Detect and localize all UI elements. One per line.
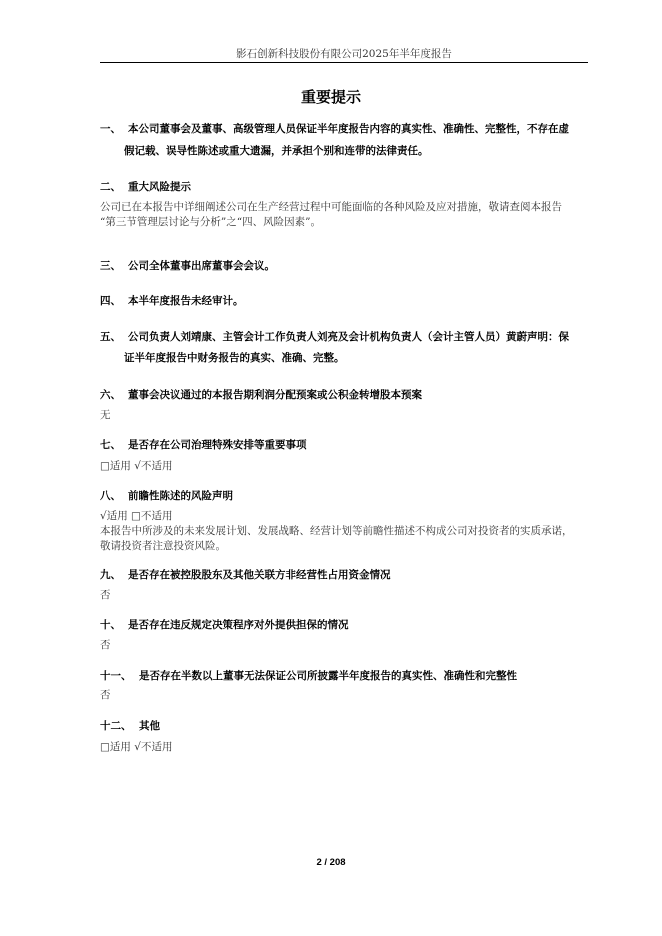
section-6-heading <box>100 387 590 403</box>
section-text: 是否存在被控股股东及其他关联方非经营性占用资金情况 <box>128 569 391 581</box>
page-title: 重要提示 <box>300 88 361 106</box>
section-12-heading <box>100 718 590 734</box>
section-1-heading <box>100 121 590 137</box>
section-10-body: 否 <box>100 639 111 651</box>
section-number: 十二、 <box>100 720 132 732</box>
section-number: 六、 <box>100 389 121 401</box>
section-text: 公司负责人刘靖康、主管会计工作负责人刘亮及会计机构负责人（会计主管人员）黄蔚声明：保 <box>128 331 569 343</box>
section-8-body-line: 敬请投资者注意投资风险。 <box>100 540 226 552</box>
section-text: 本半年度报告未经审计。 <box>128 295 244 307</box>
section-number: 二、 <box>100 181 121 193</box>
section-1-heading-cont: 假记载、误导性陈述或重大遗漏，并承担个别和连带的法律责任。 <box>124 145 429 157</box>
section-number: 九、 <box>100 569 121 581</box>
section-11-heading <box>100 668 590 684</box>
section-7-applicability: □适用 √不适用 <box>100 460 173 472</box>
section-8-body-line: 本报告中所涉及的未来发展计划、发展战略、经营计划等前瞻性描述不构成公司对投资者的实质承诺， <box>100 525 573 537</box>
section-7-heading <box>100 437 590 453</box>
section-8-applicability: √适用 □不适用 <box>100 510 173 522</box>
section-text: 前瞻性陈述的风险声明 <box>128 490 233 502</box>
section-text: 本公司董事会及董事、高级管理人员保证半年度报告内容的真实性、准确性、完整性，不存在虚 <box>128 123 569 135</box>
section-number: 四、 <box>100 295 121 307</box>
report-header: 影石创新科技股份有限公司2025年半年度报告 <box>236 48 452 60</box>
section-text: 其他 <box>139 720 160 732</box>
section-number: 一、 <box>100 123 121 135</box>
section-2-body-line: 公司已在本报告中详细阐述公司在生产经营过程中可能面临的各种风险及应对措施，敬请查阅本报告 <box>100 201 562 213</box>
section-text: 是否存在半数以上董事无法保证公司所披露半年度报告的真实性、准确性和完整性 <box>139 670 517 682</box>
section-9-heading <box>100 567 590 583</box>
section-number: 七、 <box>100 439 121 451</box>
section-number: 十一、 <box>100 670 132 682</box>
section-2-body-line: “第三节管理层讨论与分析”之“四、风险因素”。 <box>100 216 321 228</box>
section-10-heading <box>100 617 590 633</box>
section-8-heading <box>100 488 590 504</box>
section-number: 八、 <box>100 490 121 502</box>
section-4-heading <box>100 293 590 309</box>
section-5-heading-cont: 证半年度报告中财务报告的真实、准确、完整。 <box>124 352 345 364</box>
section-text: 公司全体董事出席董事会会议。 <box>128 260 275 272</box>
section-text: 是否存在公司治理特殊安排等重要事项 <box>128 439 307 451</box>
section-number: 十、 <box>100 619 121 631</box>
header-rule <box>100 62 588 63</box>
section-text: 董事会决议通过的本报告期利润分配预案或公积金转增股本预案 <box>128 389 422 401</box>
section-text: 重大风险提示 <box>128 181 191 193</box>
section-12-applicability: □适用 √不适用 <box>100 741 173 753</box>
section-3-heading <box>100 258 590 274</box>
section-2-heading <box>100 179 590 195</box>
section-6-body: 无 <box>100 409 111 421</box>
section-text: 是否存在违反规定决策程序对外提供担保的情况 <box>128 619 349 631</box>
page-number: 2 / 208 <box>316 857 346 868</box>
section-9-body: 否 <box>100 589 111 601</box>
section-11-body: 否 <box>100 689 111 701</box>
section-number: 三、 <box>100 260 121 272</box>
section-5-heading <box>100 329 590 345</box>
section-number: 五、 <box>100 331 121 343</box>
